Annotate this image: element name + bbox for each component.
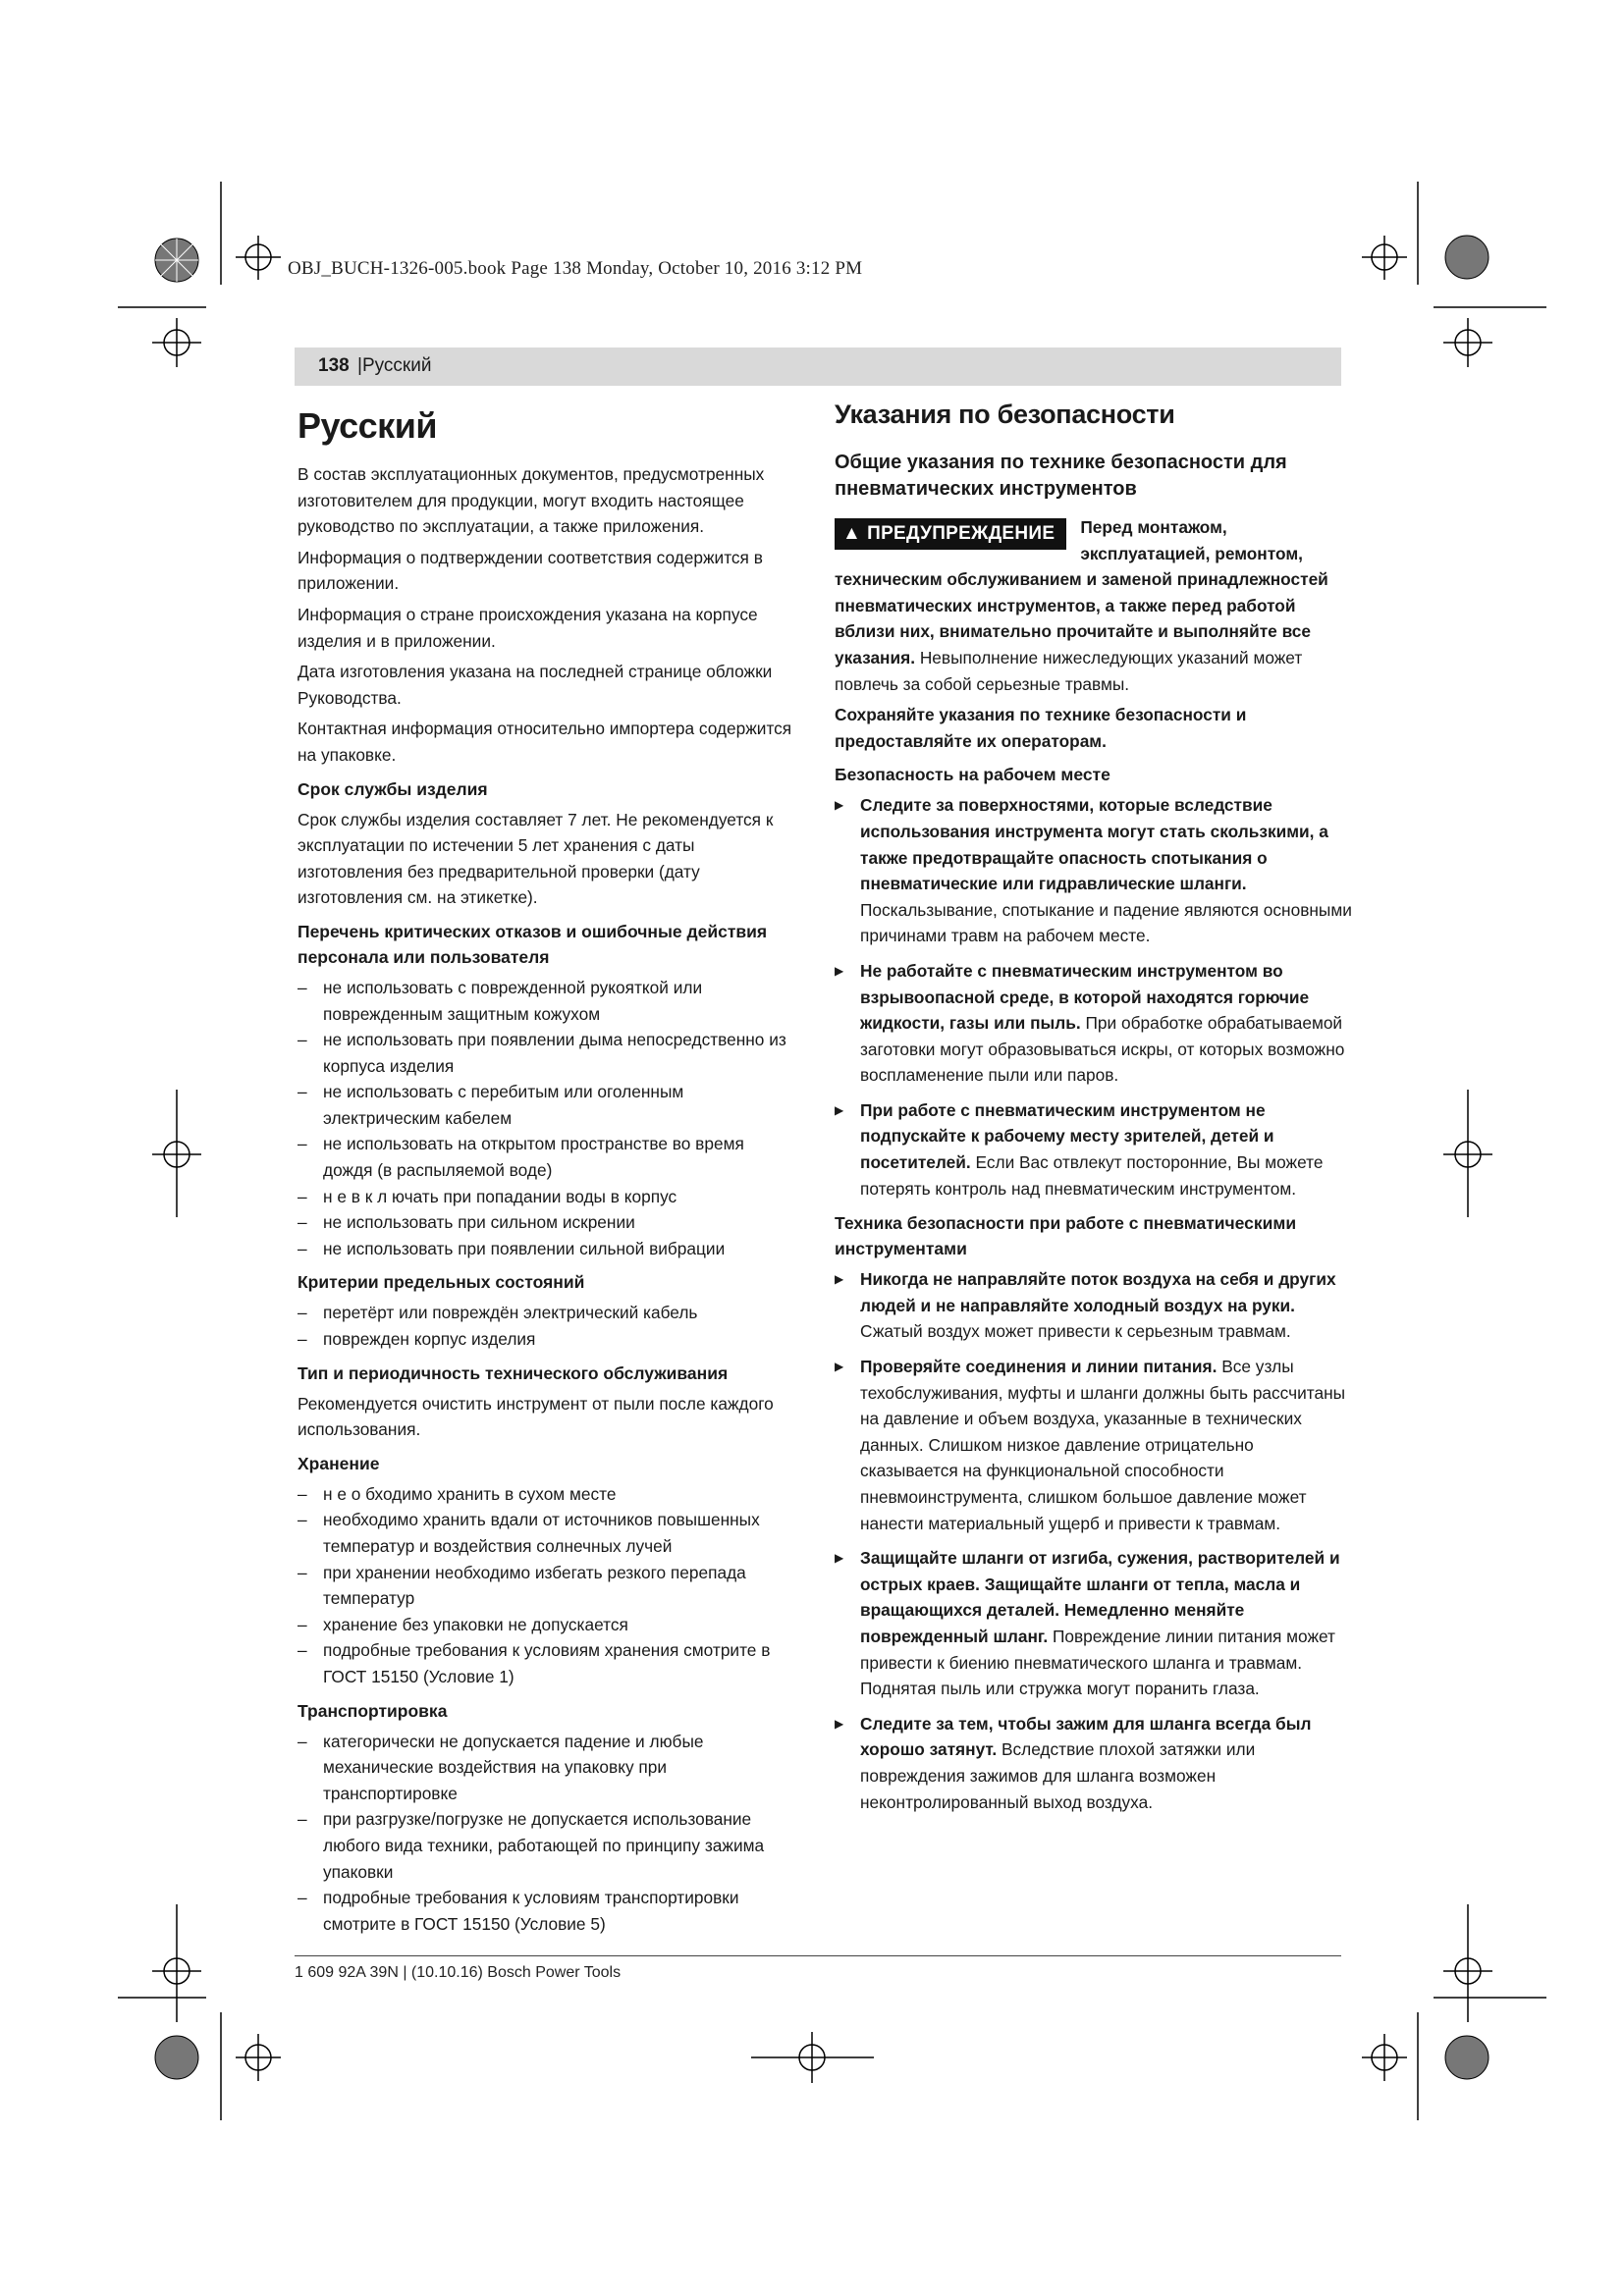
list-item: ▶ Проверяйте соединения и линии питания. Все узлы техобслуживания, муфты и шланги должны быть рассчитаны на давление и объем воздуха, указанные в технических данных. Слишком низкое давление отрицательно сказывается на функциональной способности пневмоинструмента, слишком большое давление может нанести материальный ущерб и привести к травмам.	[835, 1354, 1353, 1536]
workplace-list	[835, 792, 1353, 1201]
list-item: – н е о бходимо хранить в сухом месте	[298, 1481, 798, 1508]
list-item: – необходимо хранить вдали от источников повышенных температур и воздействия солнечных лучей	[298, 1507, 798, 1559]
list-item: – поврежден корпус изделия	[298, 1326, 798, 1353]
header-language-label: Русский	[361, 355, 432, 376]
list-item: – категорически не допускается падение и любые механические воздействия на упаковку при транспортировке	[298, 1729, 798, 1807]
list-item: – при хранении необходимо избегать резкого перепада температур	[298, 1560, 798, 1612]
list-item: ▶ Защищайте шланги от изгиба, сужения, растворителей и острых краев. Защищайте шланги от тепла, масла и вращающихся деталей. Немедленно меняйте поврежденный шланг. Повреждение линии питания может привести к биению пневматического шланга и травмам. Поднятая пыль или стружка могут поранить глаза.	[835, 1545, 1353, 1702]
failures-list	[298, 975, 798, 1262]
pneumatic-list	[835, 1266, 1353, 1815]
list-item: – не использовать на открытом пространстве во время дождя (в распыляемой воде)	[298, 1131, 798, 1183]
footer-rule	[295, 1955, 1341, 1956]
intro-paragraph-2: Информация о подтверждении соответствия содержится в приложении.	[298, 547, 763, 594]
service-life-heading: Срок службы изделия	[298, 778, 488, 799]
maintenance-heading: Тип и периодичность технического обслуживания	[298, 1362, 729, 1383]
pneumatic-heading: Техника безопасности при работе с пневматическими инструментами	[835, 1213, 1297, 1259]
header-language	[357, 355, 431, 377]
list-item: ▶ Не работайте с пневматическим инструментом во взрывоопасной среде, в которой находятся горючие жидкости, газы или пыль. При обработке обрабатываемой заготовки могут образовываться искры, от которых возможно воспламенение пыли или паров.	[835, 958, 1353, 1089]
limit-states-heading: Критерии предельных состояний	[298, 1272, 585, 1293]
intro-paragraph-1: В состав эксплуатационных документов, предусмотренных изготовителем для продукции, могут входить настоящее руководство по эксплуатации, а также приложения.	[298, 464, 765, 537]
list-item: – не использовать с поврежденной рукояткой или поврежденным защитным кожухом	[298, 975, 798, 1027]
safety-title: Указания по безопасности	[835, 400, 1175, 429]
intro-paragraph-5: Контактная информация относительно импортера содержится на упаковке.	[298, 719, 792, 765]
list-item: – при разгрузке/погрузке не допускается использование любого вида техники, работающей по принципу зажима упаковки	[298, 1806, 798, 1885]
left-column	[298, 402, 798, 1940]
page-number: 138	[318, 355, 350, 376]
page-footer: 1 609 92A 39N | (10.10.16) Bosch Power Tools	[295, 1964, 622, 1981]
list-item: – перетёрт или повреждён электрический кабель	[298, 1300, 798, 1326]
list-item: – подробные требования к условиям хранения смотрите в ГОСТ 15150 (Условие 1)	[298, 1637, 798, 1689]
list-item: ▶ Никогда не направляйте поток воздуха на себя и других людей и не направляйте холодный воздух на руки. Сжатый воздух может привести к серьезным травмам.	[835, 1266, 1353, 1345]
failures-heading: Перечень критических отказов и ошибочные действия персонала или пользователя	[298, 921, 768, 967]
safety-subtitle: Общие указания по технике безопасности для пневматических инструментов	[835, 452, 1287, 500]
warning-normal-text: Невыполнение нижеследующих указаний может повлечь за собой серьезные травмы.	[835, 647, 1303, 694]
storage-heading: Хранение	[298, 1453, 380, 1473]
warning-bold-text: Перед монтажом, эксплуатацией, ремонтом, техническим обслуживанием и заменой принадлежностей пневматических инструментов, а также перед работой вблизи них, внимательно прочитайте и выполняйте все указания.	[835, 517, 1328, 667]
warning-triangle-icon: ▲	[842, 523, 862, 544]
list-item: – хранение без упаковки не допускается	[298, 1612, 798, 1638]
workplace-heading: Безопасность на рабочем месте	[835, 765, 1110, 785]
transport-heading: Транспортировка	[298, 1700, 448, 1721]
service-life-text: Срок службы изделия составляет 7 лет. Не рекомендуется к эксплуатации по истечении 5 лет хранения с даты изготовления без предварительной проверки (дату изготовления см. на этикетке).	[298, 809, 774, 908]
list-item: – подробные требования к условиям транспортировки смотрите в ГОСТ 15150 (Условие 5)	[298, 1885, 798, 1937]
warning-block	[835, 514, 1353, 697]
keep-instructions-text: Сохраняйте указания по технике безопасности и предоставляйте их операторам.	[835, 705, 1247, 751]
maintenance-text: Рекомендуется очистить инструмент от пыли после каждого использования.	[298, 1393, 774, 1440]
limit-states-list	[298, 1300, 798, 1352]
list-item: – н е в к л ючать при попадании воды в корпус	[298, 1184, 798, 1210]
warning-badge	[835, 518, 1066, 550]
storage-list	[298, 1481, 798, 1690]
list-item: – не использовать при появлении сильной вибрации	[298, 1236, 798, 1262]
list-item: ▶ Следите за поверхностями, которые вследствие использования инструмента могут стать скользкими, а также предотвращайте опасность спотыкания о пневматические или гидравлические шланги. Поскальзывание, спотыкание и падение являются основными причинами травм на рабочем месте.	[835, 792, 1353, 949]
print-info-line: OBJ_BUCH-1326-005.book Page 138 Monday, October 10, 2016 3:12 PM	[288, 258, 863, 279]
intro-paragraph-4: Дата изготовления указана на последней странице обложки Руководства.	[298, 662, 773, 708]
section-title-russian: Русский	[298, 405, 437, 446]
list-item: – не использовать при сильном искрении	[298, 1209, 798, 1236]
list-item: ▶ При работе с пневматическим инструментом не подпускайте к рабочему месту зрителей, детей и посетителей. Если Вас отвлекут посторонние, Вы можете потерять контроль над пневматическим инструментом.	[835, 1097, 1353, 1201]
right-column	[835, 402, 1353, 1824]
intro-paragraph-3: Информация о стране происхождения указана на корпусе изделия и в приложении.	[298, 604, 758, 651]
transport-list	[298, 1729, 798, 1938]
list-item: ▶ Следите за тем, чтобы зажим для шланга всегда был хорошо затянут. Вследствие плохой затяжки или повреждения зажимов для шланга возможен неконтролированный выход воздуха.	[835, 1711, 1353, 1815]
list-item: – не использовать при появлении дыма непосредственно из корпуса изделия	[298, 1027, 798, 1079]
warning-label: ПРЕДУПРЕЖДЕНИЕ	[867, 523, 1056, 544]
page-header-bar	[295, 347, 1341, 386]
header-separator: |	[357, 355, 362, 376]
list-item: – не использовать с перебитым или оголенным электрическим кабелем	[298, 1079, 798, 1131]
